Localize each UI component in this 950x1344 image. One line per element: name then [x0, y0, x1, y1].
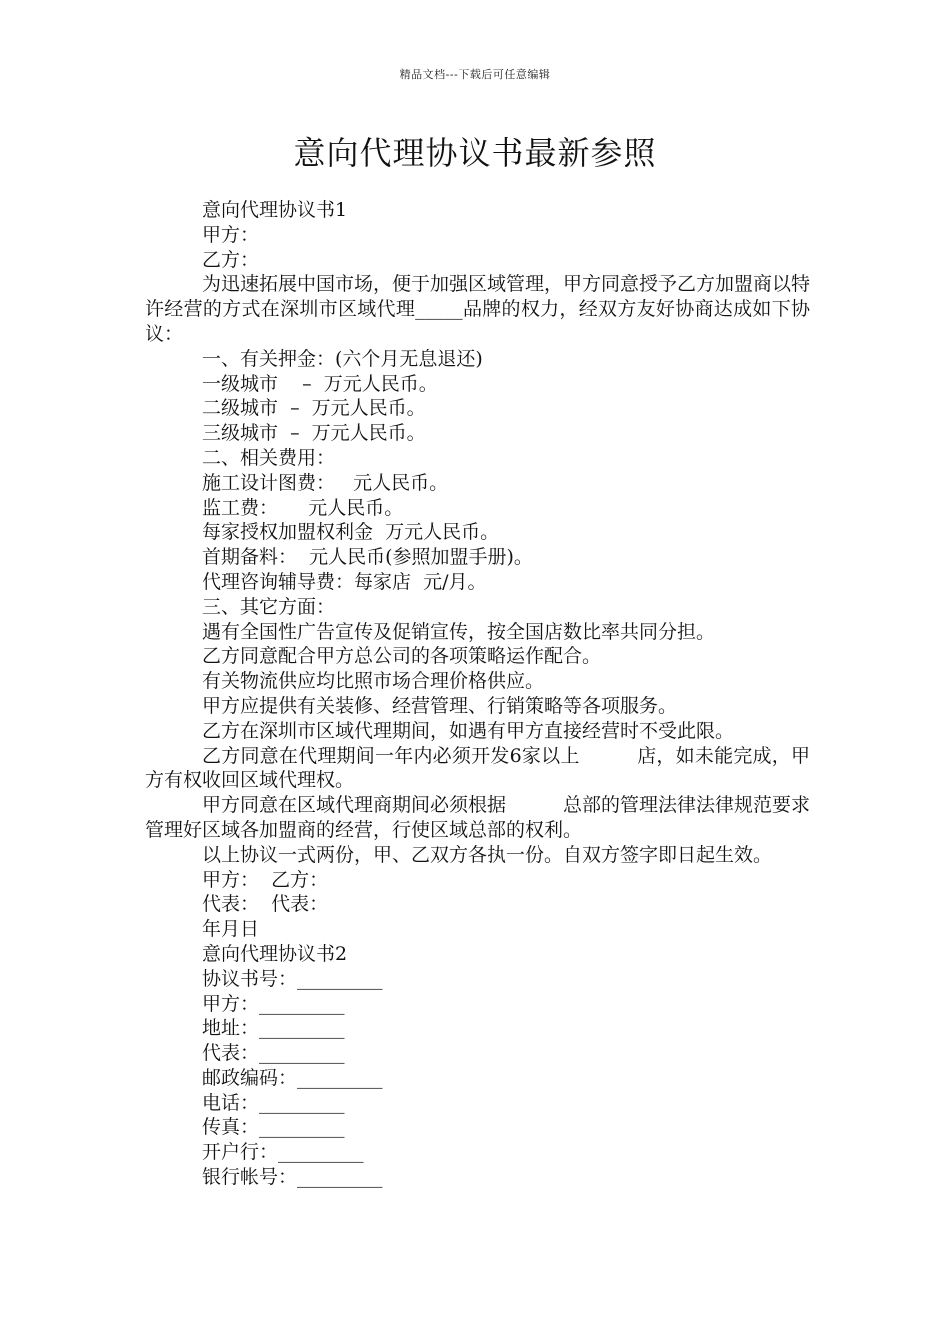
fee-supervision: 监工费： 元人民币。 [202, 496, 404, 519]
fee-consulting: 代理咨询辅导费：每家店 元/月。 [202, 570, 487, 593]
other-logistics: 有关物流供应均比照市场合理价格供应。 [202, 670, 545, 693]
store-development-paragraph: 乙方同意在代理期间一年内必须开发6家以上 店，如未能完成，甲方有权收回区域代理权。 [145, 744, 810, 792]
section-title-agreement-2: 意向代理协议书2 [202, 942, 348, 965]
deposit-tier-2: 二级城市 – 万元人民币。 [202, 397, 426, 420]
other-cooperation: 乙方同意配合甲方总公司的各项策略运作配合。 [202, 645, 602, 668]
other-services: 甲方应提供有关装修、经营管理、行销策略等各项服务。 [202, 694, 678, 717]
postal-code-field: 邮政编码：_________ [202, 1066, 383, 1089]
section-title-agreement-1: 意向代理协议书1 [202, 199, 348, 221]
party-b-line: 乙方： [202, 248, 260, 271]
copies-paragraph: 以上协议一式两份，甲、乙双方各执一份。自双方签字即日起生效。 [202, 843, 773, 866]
fee-design: 施工设计图费： 元人民币。 [202, 471, 449, 494]
signature-date: 年月日 [202, 918, 260, 941]
deposit-heading: 一、有关押金：(六个月无息退还) [202, 347, 483, 370]
other-heading: 三、其它方面： [202, 595, 336, 618]
fees-heading: 二、相关费用： [202, 446, 336, 469]
representative-field: 代表：_________ [202, 1042, 345, 1065]
header-note: 精品文档---下载后可任意编辑 [399, 68, 551, 81]
signature-parties: 甲方： 乙方： [202, 868, 329, 891]
other-advertising: 遇有全国性广告宣传及促销宣传，按全国店数比率共同分担。 [202, 620, 716, 643]
party-a-line: 甲方： [202, 223, 260, 246]
fax-field: 传真：_________ [202, 1116, 345, 1139]
document-body [145, 198, 810, 1190]
deposit-tier-3: 三级城市 – 万元人民币。 [202, 422, 426, 445]
regional-management-paragraph: 甲方同意在区域代理商期间必须根据 总部的管理法律法律规范要求管理好区域各加盟商的经营，行使区域总部的权利。 [145, 794, 811, 841]
bank-field: 开户行：_________ [202, 1141, 364, 1164]
address-field: 地址：_________ [202, 1017, 345, 1040]
document-title: 意向代理协议书最新参照 [293, 134, 657, 172]
other-direct-operation: 乙方在深圳市区域代理期间，如遇有甲方直接经营时不受此限。 [202, 719, 735, 742]
deposit-tier-1: 一级城市 – 万元人民币。 [202, 372, 438, 395]
agreement-number-field: 协议书号：_________ [202, 967, 383, 990]
intro-paragraph: 为迅速拓展中国市场，便于加强区域管理，甲方同意授予乙方加盟商以特许经营的方式在深圳市区域代理_____品牌的权力，经双方友好协商达成如下协议： [145, 273, 811, 345]
bank-account-field: 银行帐号：_________ [202, 1166, 383, 1189]
party-a-field: 甲方：_________ [202, 992, 345, 1015]
phone-field: 电话：_________ [202, 1091, 345, 1114]
fee-materials: 首期备料： 元人民币(参照加盟手册)。 [202, 546, 533, 569]
fee-franchise: 每家授权加盟权利金 万元人民币。 [202, 521, 500, 544]
signature-representatives: 代表： 代表： [202, 893, 329, 916]
